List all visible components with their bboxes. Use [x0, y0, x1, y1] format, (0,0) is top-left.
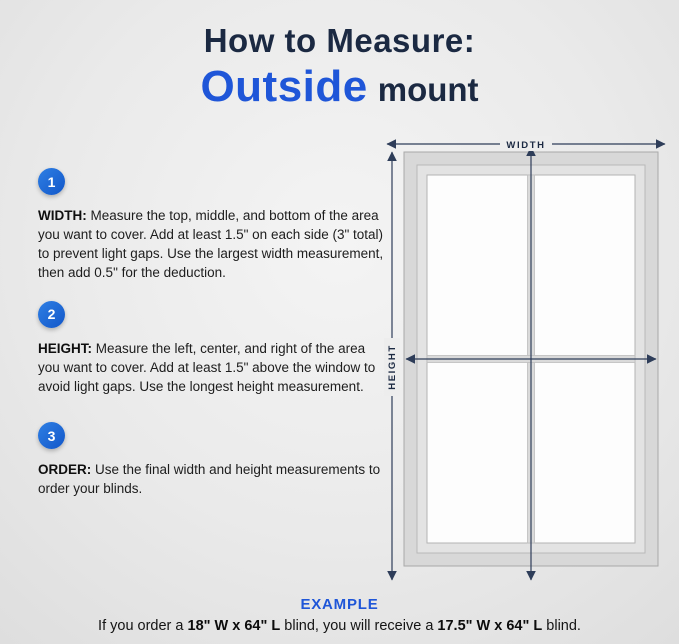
example-prefix: If you order a [98, 618, 188, 634]
step-1-badge: 1 [38, 168, 65, 195]
step-1 [38, 168, 384, 283]
step-2-body: Measure the left, center, and right of the area you want to cover. Add at least 1.5" above the window to avoid light gaps. Use the longest height measurement. [38, 340, 376, 394]
example-suffix: blind. [542, 618, 581, 634]
page-title [0, 22, 679, 112]
step-1-label: WIDTH: [38, 208, 87, 223]
title-rest: mount [377, 71, 479, 108]
title-line-2 [0, 62, 679, 112]
step-3-badge: 3 [38, 422, 65, 449]
title-accent: Outside [200, 62, 368, 111]
step-2-badge: 2 [38, 301, 65, 328]
example-line [0, 618, 679, 634]
step-1-text [38, 206, 384, 283]
example-heading: EXAMPLE [300, 596, 379, 613]
step-1-body: Measure the top, middle, and bottom of the area you want to cover. Add at least 1.5" on each side (3" total) to prevent light gaps. Use the largest width measurement, then add 0.5" for the deduction. [38, 208, 384, 281]
step-2-label: HEIGHT: [38, 340, 92, 356]
example-section [0, 596, 679, 634]
steps-list [38, 168, 384, 516]
title-line-1: How to Measure: [203, 22, 476, 59]
example-ordered-size: 18" W x 64" L [187, 618, 281, 634]
window-diagram [380, 130, 672, 592]
step-3 [38, 422, 384, 498]
example-middle: blind, you will receive a [280, 618, 438, 634]
width-label: WIDTH [506, 140, 546, 151]
height-label: HEIGHT [387, 344, 398, 390]
step-3-text [38, 460, 384, 498]
step-2 [38, 301, 384, 396]
step-2-text [38, 339, 384, 396]
step-3-body: Use the final width and height measurements to order your blinds. [38, 462, 381, 497]
example-received-size: 17.5" W x 64" L [437, 618, 543, 634]
step-3-label: ORDER: [38, 462, 92, 478]
